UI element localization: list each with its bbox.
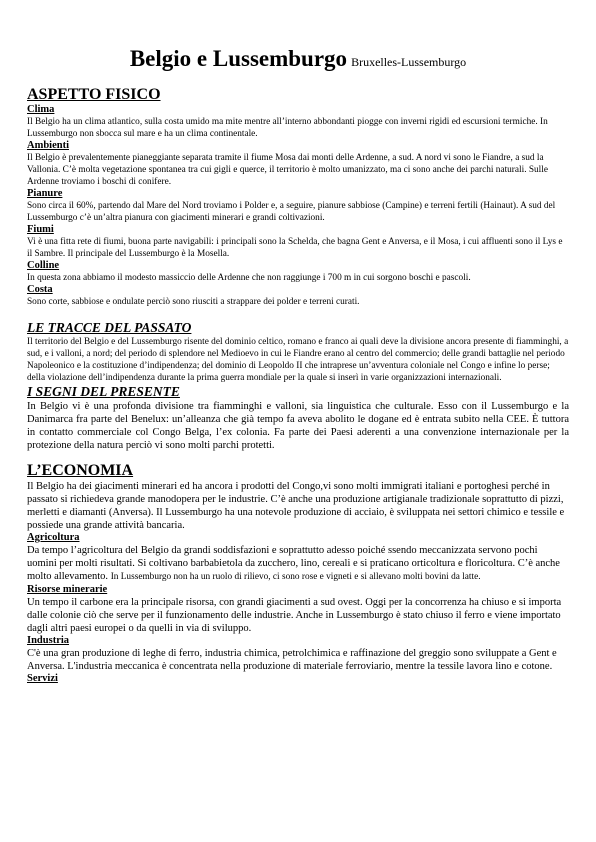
- subheading-pianure: Pianure: [27, 188, 63, 199]
- paragraph-colline: In questa zona abbiamo il modesto massiccio delle Ardenne che non raggiunge i 700 m in cui sorgono boschi e pascoli.: [27, 273, 471, 283]
- document-page: [27, 46, 569, 685]
- subheading-risorse-minerarie: Risorse minerarie: [27, 584, 108, 595]
- page-title: Belgio e Lussemburgo: [129, 46, 348, 71]
- paragraph-industria: C'è una gran produzione di leghe di ferro, industria chimica, petrolchimica e raffinazione del greggio sono sviluppate a Gent e Anversa. L'industria meccanica è concentrata nella produzione di materiale ferroviario, mentre la tessile lavora lino e cotone.: [27, 648, 557, 672]
- subheading-servizi: Servizi: [27, 673, 58, 684]
- subheading-clima: Clima: [27, 104, 55, 115]
- subheading-fiumi: Fiumi: [27, 224, 54, 235]
- section-segni-presente: [27, 384, 569, 452]
- subheading-colline: Colline: [27, 260, 60, 271]
- paragraph-risorse-minerarie: Un tempo il carbone era la principale risorsa, con grandi giacimenti a sud ovest. Oggi per la concorrenza ha chiuso e si importa dalle colonie ciò che serve per il funzionamento delle industrie. Anche in Lussemburgo è stato chiuso il ferro e viene importato dagli altri paesi europei o da quelli in via di sviluppo.: [27, 597, 562, 634]
- subheading-agricoltura: Agricoltura: [27, 532, 80, 543]
- subheading-costa: Costa: [27, 284, 53, 295]
- section-economia: [27, 462, 569, 685]
- paragraph-agricoltura: [27, 544, 569, 584]
- subheading-ambienti: Ambienti: [27, 140, 69, 151]
- paragraph-ambienti: Il Belgio è prevalentemente pianeggiante separata tramite il fiume Mosa dai monti delle Ardenne, a sud. A nord vi sono le Fiandre, a sud la Vallonia. C’è molta vegetazione spontanea tra cui gigli e querce, il territorio è molto umanizzato, ma ci sono anche dei parchi naturali. Sulle Ardenne troviamo i boschi di conifere.: [27, 153, 548, 187]
- section-heading-segni-presente: I SEGNI DEL PRESENTE: [27, 384, 180, 399]
- title-row: [27, 46, 569, 72]
- spacer: [27, 452, 569, 462]
- section-aspetto-fisico: [27, 86, 569, 308]
- subheading-industria: Industria: [27, 635, 70, 646]
- paragraph-pianure: Sono circa il 60%, partendo dal Mare del Nord troviamo i Polder e, a seguire, pianure sabbiose (Campine) e terreni fertili (Hainaut). A sud del Lussemburgo c’è un’altra pianura con giacimenti minerari e grandi coltivazioni.: [27, 201, 556, 223]
- section-heading-economia: L’ECONOMIA: [27, 462, 134, 479]
- paragraph-clima: Il Belgio ha un clima atlantico, sulla costa umido ma mite mentre all’interno abbondanti piogge con inverni rigidi ed escursioni termiche. In Lussemburgo non sbocca sul mare e ha un clima continentale.: [27, 117, 548, 139]
- section-heading-tracce-passato: LE TRACCE DEL PASSATO: [27, 320, 192, 335]
- paragraph-costa: Sono corte, sabbiose e ondulate perciò sono riusciti a strappare dei polder e terreni curati.: [27, 297, 360, 307]
- paragraph-economia-intro: Il Belgio ha dei giacimenti minerari ed ha ancora i prodotti del Congo,vi sono molti immigrati italiani e portoghesi perché in passato si richiedeva grande manodopera per le industrie. C’è anche una produzione artigianale tradizionale soprattutto di pizzi, merletti e diamanti (Anversa). Il Lussemburgo ha una notevole produzione di acciaio, è sviluppata nei settori chimico e tessile e possiede una grande attività bancaria.: [27, 481, 565, 531]
- paragraph-segni-presente: In Belgio vi è una profonda divisione tra fiamminghi e valloni, sia linguistica che culturale. Esso con il Lussemburgo e la Danimarca fra parte del Benelux: un’alleanza che già tempo fa aveva abolito le dogane ed è entrata subito nella CEE. È tuttora in contatto commerciale col Congo Belga, l’ex colonia. Fa parte dei Paesi aderenti a una convenzione internazionale per la protezione della natura perciò vi sono molti parchi protetti.: [27, 401, 569, 451]
- spacer: [27, 308, 569, 320]
- section-heading-aspetto-fisico: ASPETTO FISICO: [27, 86, 161, 103]
- paragraph-tracce-passato: Il territorio del Belgio e del Lussemburgo risente del dominio celtico, romano e franco ai quali deve la divisione ancora presente di fiamminghi, a sud, e i valloni, a nord; del periodo di splendore nel Medioevo in cui le Fiandre erano al centro del commercio; delle grandi battaglie nel periodo Napoleonico e la costituzione d’indipendenza; del dominio di Leopoldo II che intraprese un’avventura coloniale nel Congo e infine lo perse; della violazione dell’indipendenza durante la prima guerra mondiale per la quale si inserì in varie organizzazioni internazionali.: [27, 337, 569, 383]
- agricoltura-text: Da tempo l’agricoltura del Belgio da grandi soddisfazioni e soprattutto adesso poiché ssendo meccanizzata servono pochi uomini per molti risultati. Si coltivano barbabietola da zucchero, lino, cereali e si praticano orticoltura e floricoltura. C’è anche molto allevamento.: [27, 545, 560, 582]
- section-tracce-passato: [27, 320, 569, 384]
- agricoltura-text-lussemburgo: In Lussemburgo non ha un ruolo di rilievo, ci sono rose e vigneti e si allevano molti bovini da latte.: [110, 572, 481, 582]
- paragraph-fiumi: Vi è una fitta rete di fiumi, buona parte navigabili: i principali sono la Schelda, che bagna Gent e Anversa, e il Mosa, i cui affluenti sono il Lys e il Sambre. Il principale del Lussemburgo è la Mosella.: [27, 237, 563, 259]
- page-subtitle: Bruxelles-Lussemburgo: [351, 55, 467, 69]
